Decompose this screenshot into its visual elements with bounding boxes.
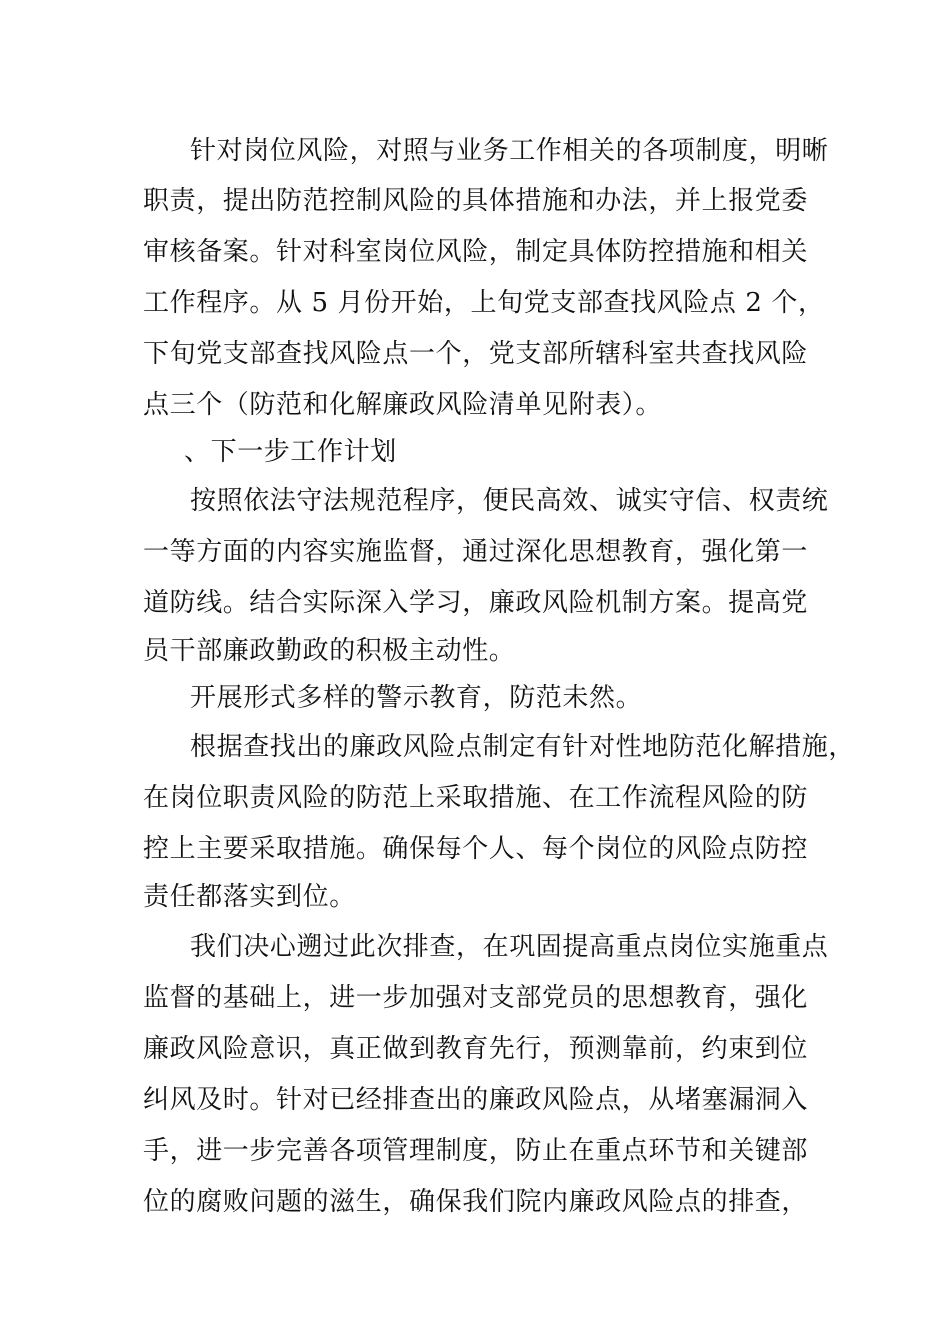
paragraph-1-line-1: 针对岗位风险，对照与业务工作相关的各项制度，明晰 xyxy=(190,136,829,166)
paragraph-1-line-3: 审核备案。针对科室岗位风险，制定具体防控措施和相关 xyxy=(143,237,809,267)
paragraph-6-line-4: 纠风及时。针对已经排查出的廉政风险点，从堵塞漏洞入 xyxy=(143,1085,809,1115)
paragraph-6-line-3: 廉政风险意识，真正做到教育先行，预测靠前，约束到位 xyxy=(143,1034,809,1064)
paragraph-4-line-1: 开展形式多样的警示教育，防范未然。 xyxy=(190,683,643,713)
paragraph-3-line-1: 按照依法守法规范程序，便民高效、诚实守信、权责统 xyxy=(190,486,829,516)
paragraph-6-line-1: 我们决心遡过此次排查，在巩固提高重点岗位实施重点 xyxy=(190,932,829,962)
paragraph-1-line-6: 点三个（防范和化解廉政风险清单见附表）。 xyxy=(143,390,663,420)
paragraph-5-line-4: 责任都落实到位。 xyxy=(143,882,356,912)
paragraph-6-line-5: 手，进一步完善各项管理制度，防止在重点环节和关键部 xyxy=(143,1136,809,1166)
paragraph-1-line-4: 工作程序。从 5 月份开始，上旬党支部查找风险点 2 个， xyxy=(143,288,825,318)
paragraph-3-line-2: 一等方面的内容实施监督，通过深化思想教育，强化第一 xyxy=(143,537,809,567)
paragraph-1-line-2: 职责，提出防范控制风险的具体措施和办法，并上报党委 xyxy=(143,186,809,216)
paragraph-3-line-4: 员干部廉政勤政的积极主动性。 xyxy=(143,636,516,666)
paragraph-5-line-2: 在岗位职责风险的防范上采取措施、在工作流程风险的防 xyxy=(143,783,809,813)
paragraph-1-line-5: 下旬党支部查找风险点一个，党支部所辖科室共查找风险 xyxy=(143,339,809,369)
paragraph-5-line-3: 控上主要采取措施。确保每个人、每个岗位的风险点防控 xyxy=(143,834,809,864)
paragraph-6-line-6: 位的腐败问题的滋生，确保我们院内廉政风险点的排查， xyxy=(143,1187,809,1217)
paragraph-5-line-1: 根据查找出的廉政风险点制定有针对性地防范化解措施， xyxy=(190,732,856,762)
section-heading-next-plan: 、下一步工作计划 xyxy=(184,437,397,467)
paragraph-3-line-3: 道防线。结合实际深入学习，廉政风险机制方案。提高党 xyxy=(143,588,809,618)
paragraph-6-line-2: 监督的基础上，进一步加强对支部党员的思想教育，强化 xyxy=(143,983,809,1013)
